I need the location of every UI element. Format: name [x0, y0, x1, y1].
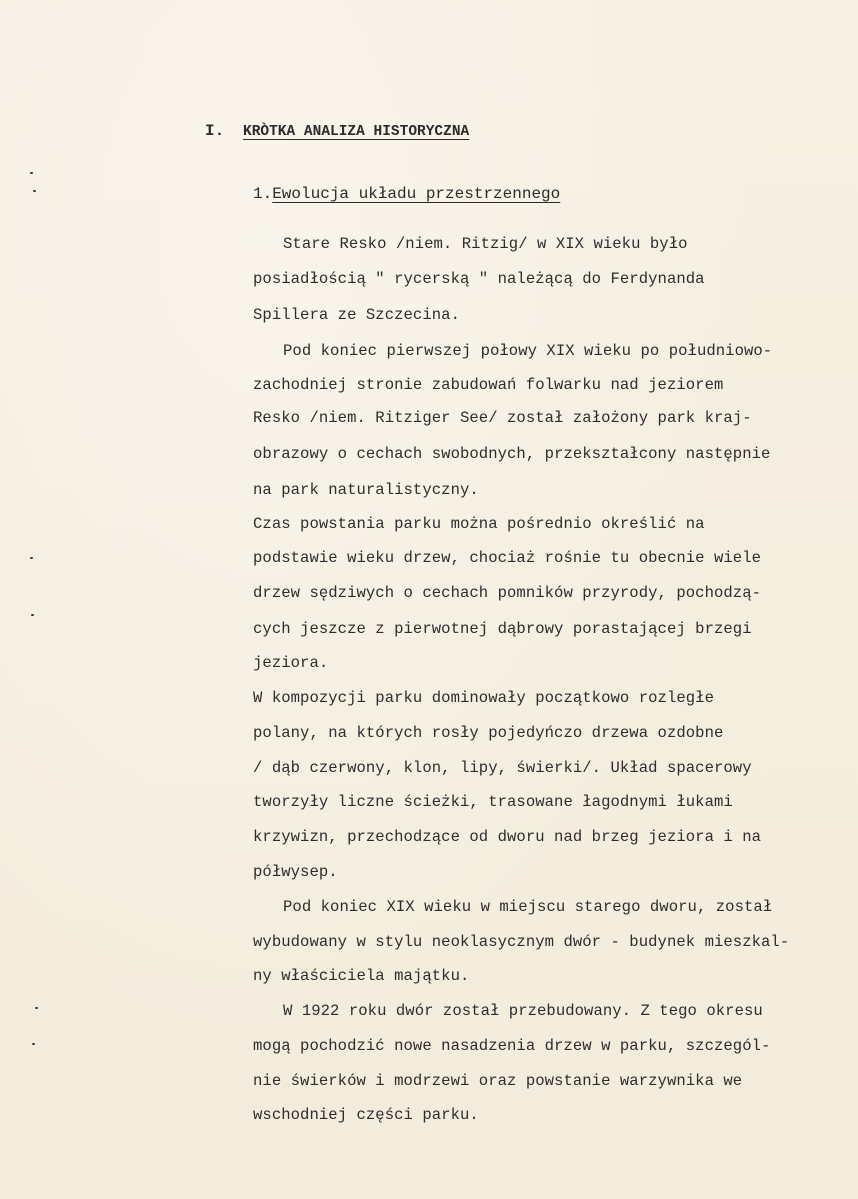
text-line: Pod koniec XIX wieku w miejscu starego dworu, został — [283, 898, 773, 916]
text-line: posiadłością " rycerską " należącą do Ferdynanda — [253, 270, 705, 288]
text-line: tworzyły liczne ścieżki, trasowane łagodnymi łukami — [253, 793, 733, 811]
text-line: wybudowany w stylu neoklasycznym dwór - budynek mieszkal- — [253, 933, 790, 951]
margin-mark — [32, 1043, 35, 1045]
margin-mark — [35, 1007, 38, 1009]
text-line: obrazowy o cechach swobodnych, przekształcony następnie — [253, 445, 771, 463]
subsection-heading — [253, 185, 560, 203]
margin-mark — [30, 172, 33, 174]
text-line: jeziora. — [253, 654, 329, 672]
text-line: wschodniej części parku. — [253, 1106, 479, 1124]
text-line: cych jeszcze z pierwotnej dąbrowy porastającej brzegi — [253, 620, 752, 638]
text-line: podstawie wieku drzew, chociaż rośnie tu obecnie wiele — [253, 549, 762, 567]
text-line: półwysep. — [253, 863, 338, 881]
text-line: W 1922 roku dwór został przebudowany. Z tego okresu — [283, 1002, 763, 1020]
text-line: nie świerków i modrzewi oraz powstanie warzywnika we — [253, 1072, 743, 1090]
text-line: Resko /niem. Ritziger See/ został założony park kraj- — [253, 409, 752, 427]
margin-mark — [31, 614, 34, 616]
text-line: / dąb czerwony, klon, lipy, świerki/. Układ spacerowy — [253, 759, 752, 777]
text-line: W kompozycji parku dominowały początkowo rozległe — [253, 689, 714, 707]
margin-mark — [30, 557, 33, 559]
text-line: Spillera ze Szczecina. — [253, 306, 460, 324]
text-line: mogą pochodzić nowe nasadzenia drzew w parku, szczegól- — [253, 1037, 771, 1055]
text-line: Stare Resko /niem. Ritzig/ w XIX wieku było — [283, 235, 688, 253]
text-line: ny właściciela majątku. — [253, 967, 470, 985]
margin-mark — [33, 190, 36, 192]
subsection-number: 1. — [253, 185, 273, 203]
subsection-title: Ewolucja układu przestrzennego — [272, 185, 561, 203]
text-line: drzew sędziwych o cechach pomników przyrody, pochodzą- — [253, 584, 762, 602]
text-line: polany, na których rosły pojedyńczo drzewa ozdobne — [253, 724, 724, 742]
section-title: KRÒTKA ANALIZA HISTORYCZNA — [243, 124, 470, 140]
text-line: Pod koniec pierwszej połowy XIX wieku po południowo- — [283, 342, 773, 360]
text-line: na park naturalistyczny. — [253, 481, 479, 499]
text-line: Czas powstania parku można pośrednio określić na — [253, 515, 705, 533]
text-line: krzywizn, przechodzące od dworu nad brzeg jeziora i na — [253, 828, 762, 846]
text-line: zachodniej stronie zabudowań folwarku nad jeziorem — [253, 376, 724, 394]
section-number: I. — [205, 122, 225, 140]
section-heading — [205, 122, 469, 140]
